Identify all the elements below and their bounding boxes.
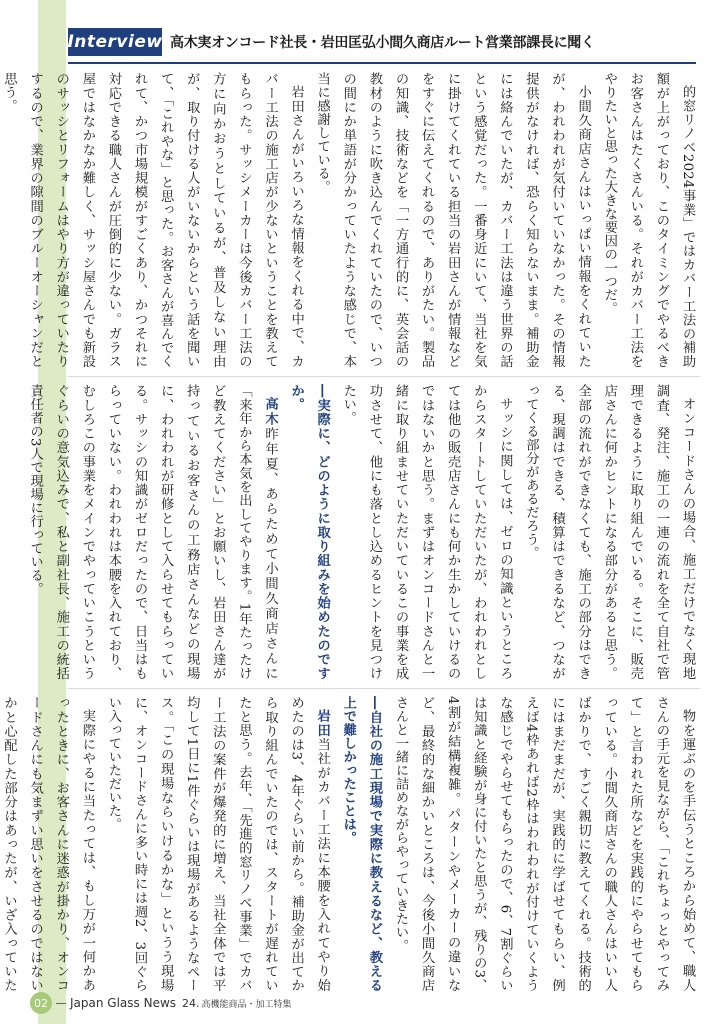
answer-text: 昨年夏、あらためて小間久商店さんに「来年から本気を出してやります。1年たったけど教えてください」とお願いし、岩田さん達が持っているお客さんの工務店さんなどの現場に、われわれが研修として入らせてもらっている。サッシの知識がゼロだったので、日当はもらっていない。われわれは本腰を入れており、むしろこの事業をメインでやっていこうというぐらいの意気込みで、私と副社長、施工の統括責任者の3人で現場に行っている。 (27, 384, 278, 681)
answer (100, 696, 335, 992)
interview-badge (68, 28, 162, 56)
paragraph: 的窓リノベ2024事業」ではカバー工法の補助額が上がっており、このタイミングでやるべきお客さんはたくさんいる。それがカバー工法をやりたいと思った大きな要因の一つだ。 (601, 72, 695, 368)
paragraph: 小間久商店さんはいっぱい情報をくれていたが、われわれが気付いていなかった。その情報提供がなければ、恐らく知らないまま。補助金には絡んでいたが、カバー工法は違う世界の話という感覚だった。一番身近にいて、当社を気に掛けてくれている担当の岩田さんが情報などをすぐに伝えてくれるので、ありがたい。製品の知識、技術などを「一方通行的に、英会話の教材のように吹き込んでくれていたので、いつの間にか単語が分かっていたような感じで、本当に感謝している。 (314, 72, 591, 368)
article-title: 高木実オンコード社長・岩田匡弘小間久商店ルート営業部課長に聞く (170, 35, 595, 51)
paragraph: サッシに関しては、ゼロの知識というところからスタートしていただいたが、われわれとしては他の販売店さんにも何か生かしていけるのではないかと思う。まずはオンコードさんと一緒に取り組ませていただいているこの事業を成功させて、他にも落とし込めるヒントを見つけたい。 (340, 384, 513, 680)
speaker-label: 高木 (262, 397, 278, 428)
interview-badge-text: Interview (67, 32, 163, 52)
paragraph: オンコードさんの場合、施工だけでなく現地調査、発注、施工の一連の流れを全て自社で管理できるように取り組んでいる。そこに、販売店さんに何かヒントになる部分があると思う。全部の流れができなくても、施工の部分はできる、現調はできる、積算はできるなど、つながってくる部分があるだろう。 (523, 384, 695, 680)
article-header (68, 26, 688, 60)
answer (22, 384, 283, 680)
tier-divider (68, 688, 700, 689)
paragraph: 物を運ぶのを手伝うところから始めて、職人さんの手元を見ながら、「これちょっとやってみて」と言われた所などを実践的にやらせてもらっている。小間久商店さんの職人さんはいい人ばかりで、すごく親切に教えてくれる。技術的にはまだまだが、実践的に学ばせてもらい、例えば4枠あれば2枠はわれわれが付けていくような感じでやらせてもらったので、6、7割ぐらいは知識と経験が身に付いたと思うが、残りの3、4割が結構複雑。パターンやメーカーの違いなど、最終的な細かいところは、今後小間久商店さんと一緒に詰めながらやっていきたい。 (392, 696, 695, 992)
issue-label: 高機能商品・加工特集 (201, 999, 292, 1010)
issue-number: 24. (182, 996, 200, 1010)
text-tier-3 (1, 696, 700, 993)
question: ―実際に、どのように取り組みを始めたのですか。 (288, 384, 330, 680)
paragraph: 実際にやるに当たっては、もし万が一何かあったときに、お客さんに迷惑が掛かり、オンコードさんにも気まずい思いをさせるのではないかと心配した部分はあったが、いざ入っていた (1, 696, 95, 992)
tier-divider (68, 376, 700, 377)
page-number: 02 (30, 992, 52, 1014)
page-footer (30, 991, 690, 1015)
paragraph: 岩田さんがいろいろな情報をくれる中で、カバー工法の施工店が少ないということを教えてもらった。サッシメーカーは今後カバー工法の方に向かおうとしているが、普及しない理由が、取り付ける人がいないからという話を聞いて、「これやな」と思った。お客さんが喜んでくれて、かつ市場規模がすごくあり、かつそれに対応できる職人さんが圧倒的に少ない。ガラス屋ではなかなか難しく、サッシ屋さんでも新設のサッシとリフォームはやり方が違っていたりするので、業界の隙間のブルーオーシャンだと思う。 (1, 72, 304, 368)
footer-dash (56, 1003, 66, 1004)
speaker-label: 岩田 (314, 709, 330, 738)
article-body (1, 72, 700, 997)
magazine-name: Japan Glass News (70, 996, 177, 1010)
question: ―自社の施工現場で実際に教えるなど、教える上で難しかったことは。 (340, 696, 382, 992)
text-tier-2 (27, 384, 700, 681)
answer-text: 当社がカバー工法に本腰を入れてやり始めたのは3、4年ぐらい前から。補助金が出てから取り組んでいたのでは、スタートが遅れていたと思う。去年、「先進的窓リノベ事業」でカバー工法の案件が爆発的に増え、当社全体では平均して1日に1件ぐらいは現場があるようなペース。「この現場ならいけるかな」というう現場に、オンコードさんに多い時には週2、3回ぐらい入っていただいた。 (105, 696, 330, 993)
header-rule (68, 62, 696, 64)
text-tier-1 (1, 72, 700, 368)
